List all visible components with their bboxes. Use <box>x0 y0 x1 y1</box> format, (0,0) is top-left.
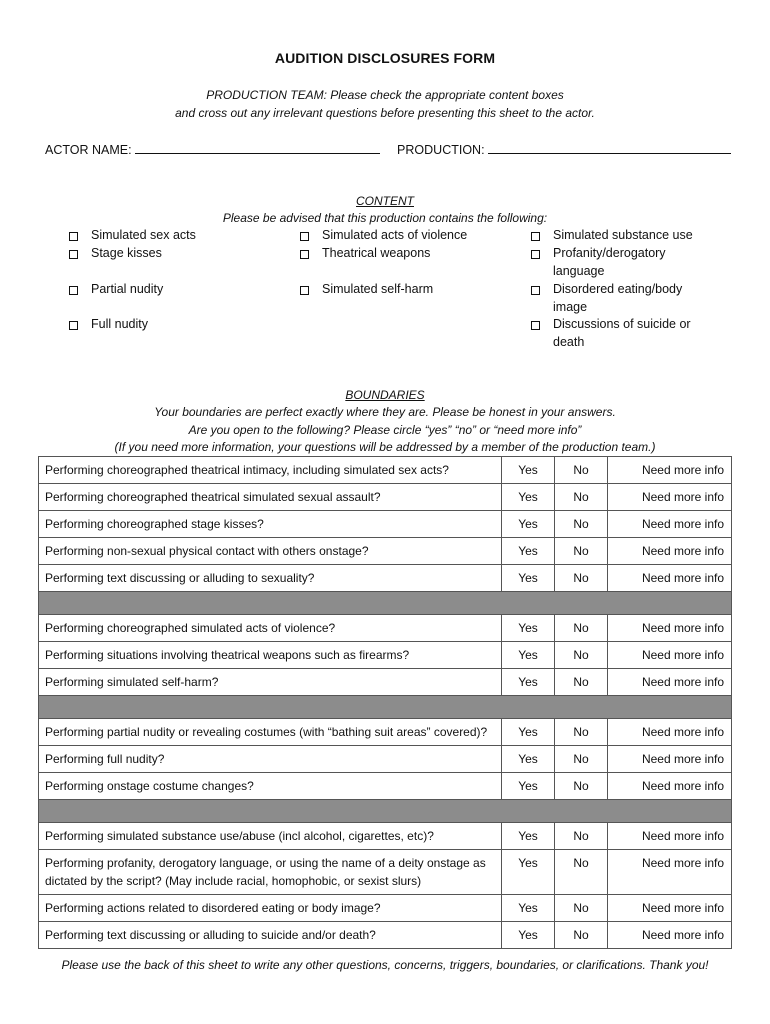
table-row <box>39 823 732 850</box>
content-item-label: Profanity/derogatory language <box>553 246 666 278</box>
checkbox[interactable] <box>69 250 78 259</box>
yes-option[interactable]: Yes <box>502 719 555 746</box>
content-item[interactable] <box>69 316 148 334</box>
table-row <box>39 773 732 800</box>
instructions-line-2: and cross out any irrelevant questions before presenting this sheet to the actor. <box>175 106 595 120</box>
question-text: Performing choreographed theatrical intimacy, including simulated sex acts? <box>39 457 502 484</box>
table-row <box>39 565 732 592</box>
content-item[interactable] <box>300 227 467 245</box>
yes-option[interactable]: Yes <box>502 511 555 538</box>
need-more-info-option[interactable]: Need more info <box>608 457 732 484</box>
question-text: Performing non-sexual physical contact with others onstage? <box>39 538 502 565</box>
table-row <box>39 850 732 895</box>
content-item[interactable] <box>531 227 693 245</box>
content-intro: Please be advised that this production contains the following: <box>222 211 548 225</box>
table-row <box>39 746 732 773</box>
checkbox[interactable] <box>300 232 309 241</box>
question-text: Performing actions related to disordered eating or body image? <box>39 895 502 922</box>
question-text: Performing simulated substance use/abuse (incl alcohol, cigarettes, etc)? <box>39 823 502 850</box>
yes-option[interactable]: Yes <box>502 850 555 895</box>
no-option[interactable]: No <box>555 484 608 511</box>
content-item[interactable] <box>69 281 163 299</box>
form-title: AUDITION DISCLOSURES FORM <box>274 50 496 66</box>
checkbox[interactable] <box>300 286 309 295</box>
question-text: Performing text discussing or alluding to sexuality? <box>39 565 502 592</box>
production-field[interactable] <box>488 141 731 154</box>
checkbox[interactable] <box>69 232 78 241</box>
need-more-info-option[interactable]: Need more info <box>608 746 732 773</box>
yes-option[interactable]: Yes <box>502 746 555 773</box>
checkbox[interactable] <box>531 321 540 330</box>
instructions-line-1: PRODUCTION TEAM: Please check the appropriate content boxes <box>206 88 564 102</box>
yes-option[interactable]: Yes <box>502 823 555 850</box>
table-row <box>39 642 732 669</box>
yes-option[interactable]: Yes <box>502 615 555 642</box>
table-row <box>39 719 732 746</box>
content-item-label: Simulated sex acts <box>91 228 196 242</box>
content-item-label: Theatrical weapons <box>322 246 431 260</box>
section-divider <box>39 592 732 615</box>
question-text: Performing partial nudity or revealing costumes (with “bathing suit areas” covered)? <box>39 719 502 746</box>
yes-option[interactable]: Yes <box>502 538 555 565</box>
content-item-label: Stage kisses <box>91 246 162 260</box>
no-option[interactable]: No <box>555 511 608 538</box>
content-item-label: Simulated substance use <box>553 228 693 242</box>
divider-cell <box>39 800 732 823</box>
no-option[interactable]: No <box>555 669 608 696</box>
need-more-info-option[interactable]: Need more info <box>608 895 732 922</box>
no-option[interactable]: No <box>555 823 608 850</box>
content-item-label: Disordered eating/body image <box>553 282 683 314</box>
table-row <box>39 922 732 949</box>
need-more-info-option[interactable]: Need more info <box>608 850 732 895</box>
question-text: Performing simulated self-harm? <box>39 669 502 696</box>
yes-option[interactable]: Yes <box>502 565 555 592</box>
divider-cell <box>39 592 732 615</box>
content-item[interactable] <box>531 245 703 280</box>
table-row <box>39 895 732 922</box>
content-item[interactable] <box>531 281 703 316</box>
table-row <box>39 669 732 696</box>
table-row <box>39 538 732 565</box>
no-option[interactable]: No <box>555 642 608 669</box>
content-item[interactable] <box>300 245 430 263</box>
need-more-info-option[interactable]: Need more info <box>608 642 732 669</box>
no-option[interactable]: No <box>555 850 608 895</box>
need-more-info-option[interactable]: Need more info <box>608 773 732 800</box>
need-more-info-option[interactable]: Need more info <box>608 565 732 592</box>
divider-cell <box>39 696 732 719</box>
question-text: Performing text discussing or alluding to suicide and/or death? <box>39 922 502 949</box>
checkbox[interactable] <box>300 250 309 259</box>
boundaries-line-3: (If you need more information, your questions will be addressed by a member of the production team.) <box>114 440 656 454</box>
yes-option[interactable]: Yes <box>502 642 555 669</box>
content-item[interactable] <box>531 316 708 351</box>
question-text: Performing choreographed theatrical simulated sexual assault? <box>39 484 502 511</box>
yes-option[interactable]: Yes <box>502 773 555 800</box>
content-item-label: Full nudity <box>91 317 148 331</box>
content-item[interactable] <box>300 281 433 299</box>
question-text: Performing full nudity? <box>39 746 502 773</box>
table-row <box>39 484 732 511</box>
table-row <box>39 615 732 642</box>
checkbox[interactable] <box>69 321 78 330</box>
question-text: Performing choreographed stage kisses? <box>39 511 502 538</box>
boundaries-table <box>38 456 732 949</box>
yes-option[interactable]: Yes <box>502 922 555 949</box>
no-option[interactable]: No <box>555 746 608 773</box>
need-more-info-option[interactable]: Need more info <box>608 615 732 642</box>
content-item-label: Simulated self-harm <box>322 282 434 296</box>
checkbox[interactable] <box>531 286 540 295</box>
section-divider <box>39 800 732 823</box>
no-option[interactable]: No <box>555 538 608 565</box>
checkbox[interactable] <box>531 232 540 241</box>
need-more-info-option[interactable]: Need more info <box>608 669 732 696</box>
need-more-info-option[interactable]: Need more info <box>608 484 732 511</box>
no-option[interactable]: No <box>555 565 608 592</box>
actor-name-label: ACTOR NAME: <box>45 143 132 157</box>
header-fields <box>45 141 731 157</box>
section-divider <box>39 696 732 719</box>
content-item-label: Discussions of suicide or death <box>553 317 691 349</box>
question-text: Performing profanity, derogatory language, or using the name of a deity onstage as dictated by the script? (May include racial, homophobic, or sexist slurs) <box>39 850 502 895</box>
boundaries-line-1: Your boundaries are perfect exactly where they are. Please be honest in your answers. <box>154 405 616 419</box>
content-item[interactable] <box>69 227 196 245</box>
checkbox[interactable] <box>69 286 78 295</box>
no-option[interactable]: No <box>555 719 608 746</box>
need-more-info-option[interactable]: Need more info <box>608 538 732 565</box>
question-text: Performing situations involving theatrical weapons such as firearms? <box>39 642 502 669</box>
footer-note: Please use the back of this sheet to write any other questions, concerns, triggers, boundaries, or clarifications. Thank you! <box>61 958 709 972</box>
yes-option[interactable]: Yes <box>502 484 555 511</box>
boundaries-line-2: Are you open to the following? Please circle “yes” “no” or “need more info” <box>188 423 582 437</box>
question-text: Performing choreographed simulated acts of violence? <box>39 615 502 642</box>
actor-name-field[interactable] <box>135 141 380 154</box>
question-text: Performing onstage costume changes? <box>39 773 502 800</box>
content-item-label: Partial nudity <box>91 282 164 296</box>
yes-option[interactable]: Yes <box>502 457 555 484</box>
boundaries-heading: BOUNDARIES <box>345 388 425 402</box>
no-option[interactable]: No <box>555 895 608 922</box>
need-more-info-option[interactable]: Need more info <box>608 922 732 949</box>
need-more-info-option[interactable]: Need more info <box>608 511 732 538</box>
checkbox[interactable] <box>531 250 540 259</box>
no-option[interactable]: No <box>555 457 608 484</box>
production-label: PRODUCTION: <box>397 143 485 157</box>
table-row <box>39 511 732 538</box>
content-item-label: Simulated acts of violence <box>322 228 468 242</box>
need-more-info-option[interactable]: Need more info <box>608 719 732 746</box>
no-option[interactable]: No <box>555 615 608 642</box>
content-heading: CONTENT <box>356 194 414 208</box>
content-item[interactable] <box>69 245 162 263</box>
need-more-info-option[interactable]: Need more info <box>608 823 732 850</box>
no-option[interactable]: No <box>555 773 608 800</box>
yes-option[interactable]: Yes <box>502 669 555 696</box>
table-row <box>39 457 732 484</box>
no-option[interactable]: No <box>555 922 608 949</box>
yes-option[interactable]: Yes <box>502 895 555 922</box>
